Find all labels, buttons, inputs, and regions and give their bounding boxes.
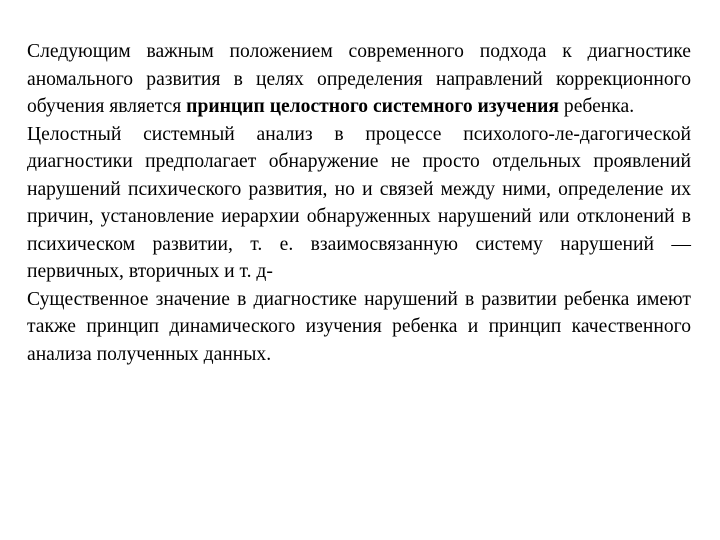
bold-principle-term: принцип целостного системного изучения <box>186 96 559 117</box>
text-block <box>27 38 691 368</box>
paragraph-text: Следующим важным положением современного подхода к диагностике аномального развития в целях определения направлений коррекционного обучения является <box>27 41 691 117</box>
paragraph-text: ребенка. <box>559 96 635 117</box>
paragraph-other-principles: Существенное значение в диагностике нарушений в развитии ребенка имеют также принцип динамического изучения ребенка и принцип качественного анализа полученных данных. <box>27 288 691 365</box>
paragraph-principle-intro <box>27 38 691 121</box>
paragraph-system-analysis: Целостный системный анализ в процессе психолого-ле-дагогической диагностики предполагает обнаружение не просто отдельных проявлений нарушений психического развития, но и связей между ними, определение их причин, установление иерархии обнаруженных нарушений или отклонений в психическом развитии, т. е. взаимосвязанную систему нарушений — первичных, вторичных и т. д- <box>27 123 691 282</box>
